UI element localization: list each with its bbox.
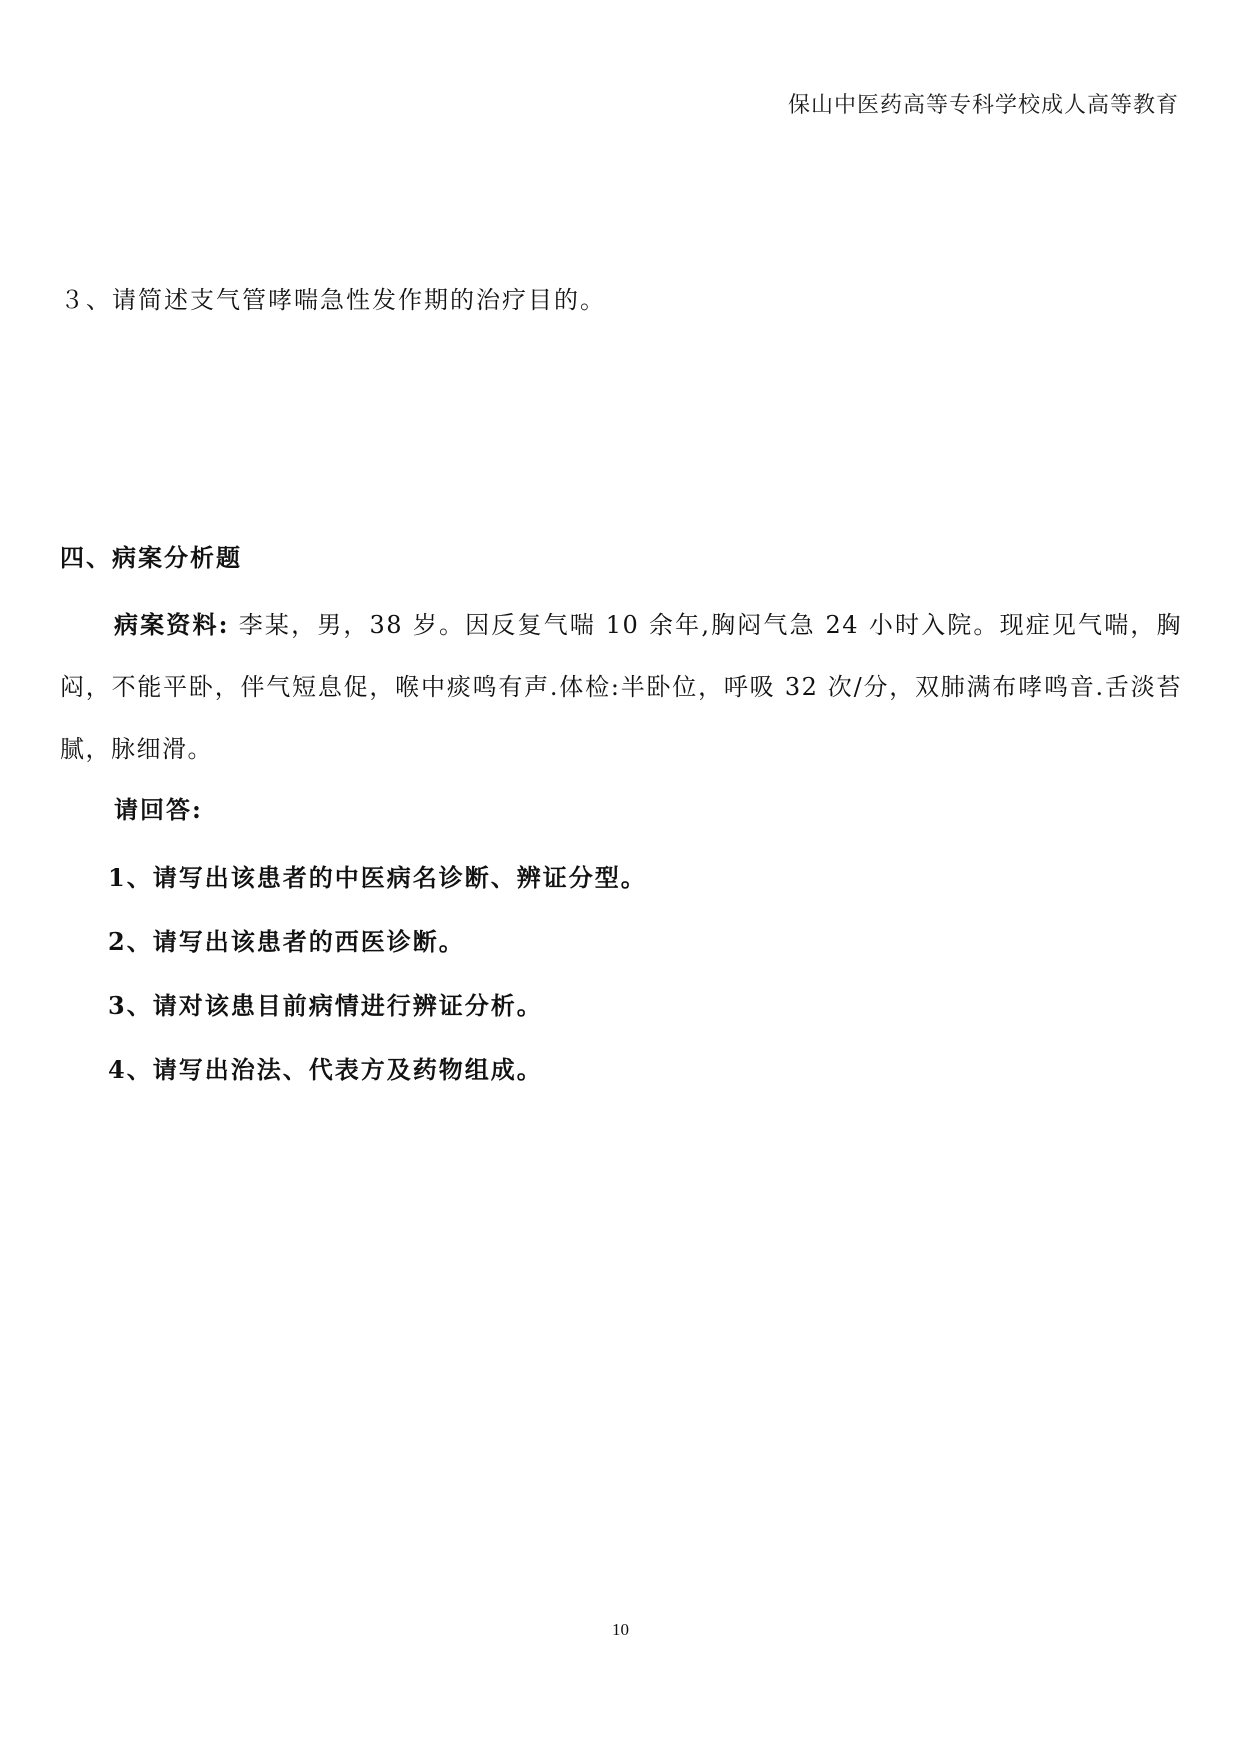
question-3: ３、请简述支气管哮喘急性发作期的治疗目的。 <box>60 286 606 314</box>
case-question-2: 2、请写出该患者的西医诊断。 <box>108 927 465 956</box>
question-list <box>108 846 647 1102</box>
case-paragraph <box>60 594 1182 780</box>
page-number: 10 <box>612 1620 629 1639</box>
case-text: 李某，男，38 岁。因反复气喘 10 余年,胸闷气急 24 小时入院。现症见气喘，胸闷，不能平卧，伴气短息促，喉中痰鸣有声.体检:半卧位，呼吸 32 次/分，双肺满布哮鸣音.舌淡苔腻，脉细滑。 <box>60 611 1183 763</box>
case-question-1: 1、请写出该患者的中医病名诊断、辨证分型。 <box>108 863 647 892</box>
page-header: 保山中医药高等专科学校成人高等教育 <box>787 93 1179 118</box>
answer-prompt: 请回答: <box>114 795 203 824</box>
case-question-3: 3、请对该患目前病情进行辨证分析。 <box>108 991 543 1020</box>
case-question-4: 4、请写出治法、代表方及药物组成。 <box>108 1055 543 1084</box>
case-label: 病案资料: <box>114 610 229 639</box>
section-title: 四、病案分析题 <box>60 543 242 572</box>
